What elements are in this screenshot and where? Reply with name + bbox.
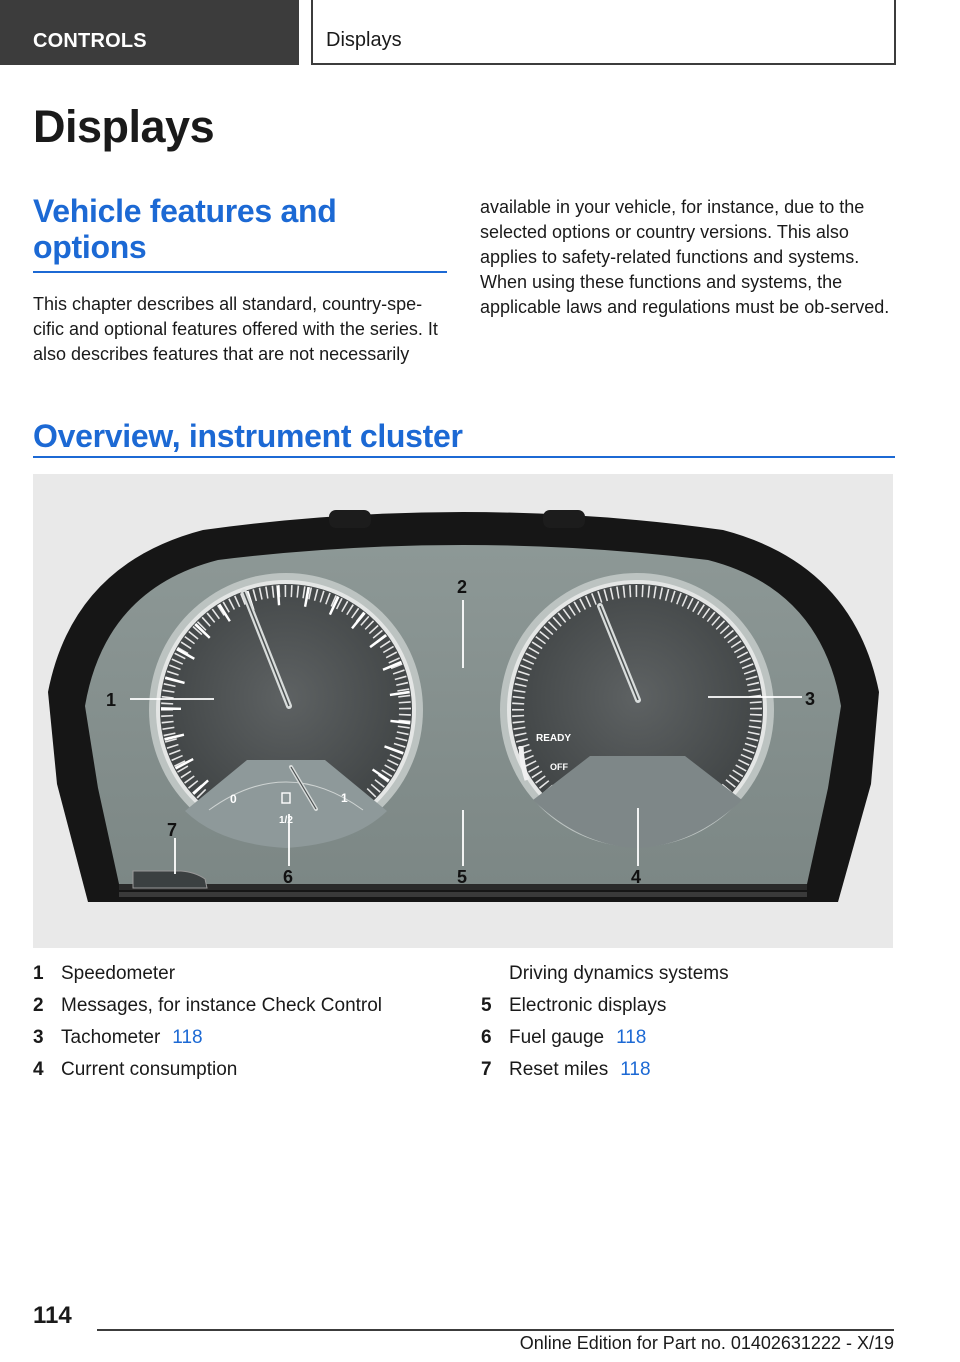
fuel-half-mark: 1/2 xyxy=(279,815,293,826)
heading-underline xyxy=(33,271,447,273)
heading-overview: Overview, instrument cluster xyxy=(33,418,463,454)
footer-edition: Online Edition for Part no. 01402631222 - X/19 xyxy=(519,1333,894,1353)
legend-label: Current consumption xyxy=(61,1059,238,1080)
callout-6: 6 xyxy=(283,867,294,887)
heading-vehicle-features: Vehicle features and options xyxy=(33,193,337,265)
heading-underline xyxy=(33,456,895,458)
fuel-full-mark: 1 xyxy=(341,791,348,805)
legend-number: 7 xyxy=(481,1059,492,1080)
ready-indicator: READY xyxy=(536,733,572,744)
legend-label: Electronic displays xyxy=(509,995,667,1016)
instrument-cluster-illustration xyxy=(33,474,893,948)
paragraph-intro-left: This chapter describes all standard, country-spe‐cific and optional features offered with the series. It also describes features that are not necessarily xyxy=(33,294,438,364)
page-reference-link[interactable]: 118 xyxy=(172,1027,203,1048)
fuel-empty-mark: 0 xyxy=(230,792,237,806)
legend-number: 2 xyxy=(33,995,44,1016)
callout-2: 2 xyxy=(457,577,468,597)
legend-label: Fuel gauge xyxy=(509,1027,605,1048)
legend-number: 1 xyxy=(33,963,44,984)
header-section-label: CONTROLS xyxy=(0,0,299,65)
legend-label: Tachometer xyxy=(61,1027,161,1048)
paragraph-intro-right: available in your vehicle, for instance, due to the selected options or country versions. This also applies to safety-related functions and systems. When using these functions and systems, the applicable laws and regulations must be ob‐served. xyxy=(480,197,890,317)
legend-label: Reset miles xyxy=(509,1059,609,1080)
legend-label: Speedometer xyxy=(61,963,176,984)
legend-label: Driving dynamics systems xyxy=(509,963,729,984)
legend-label: Messages, for instance Check Control xyxy=(61,995,383,1016)
off-indicator: OFF xyxy=(550,762,568,772)
callout-4: 4 xyxy=(631,867,642,887)
page-title: Displays xyxy=(33,101,215,152)
callout-3: 3 xyxy=(805,689,816,709)
page-number: 114 xyxy=(33,1302,72,1329)
instrument-cluster-figure xyxy=(33,474,893,948)
legend-number: 3 xyxy=(33,1027,44,1048)
callout-5: 5 xyxy=(457,867,468,887)
header-chapter-label: Displays xyxy=(311,0,896,65)
legend-number: 4 xyxy=(33,1059,44,1080)
callout-7: 7 xyxy=(167,820,178,840)
page-reference-link[interactable]: 118 xyxy=(616,1027,647,1048)
callout-1: 1 xyxy=(106,690,117,710)
legend-number: 6 xyxy=(481,1027,492,1048)
footer-rule xyxy=(97,1329,894,1331)
legend-number: 5 xyxy=(481,995,492,1016)
page-reference-link[interactable]: 118 xyxy=(620,1059,651,1080)
